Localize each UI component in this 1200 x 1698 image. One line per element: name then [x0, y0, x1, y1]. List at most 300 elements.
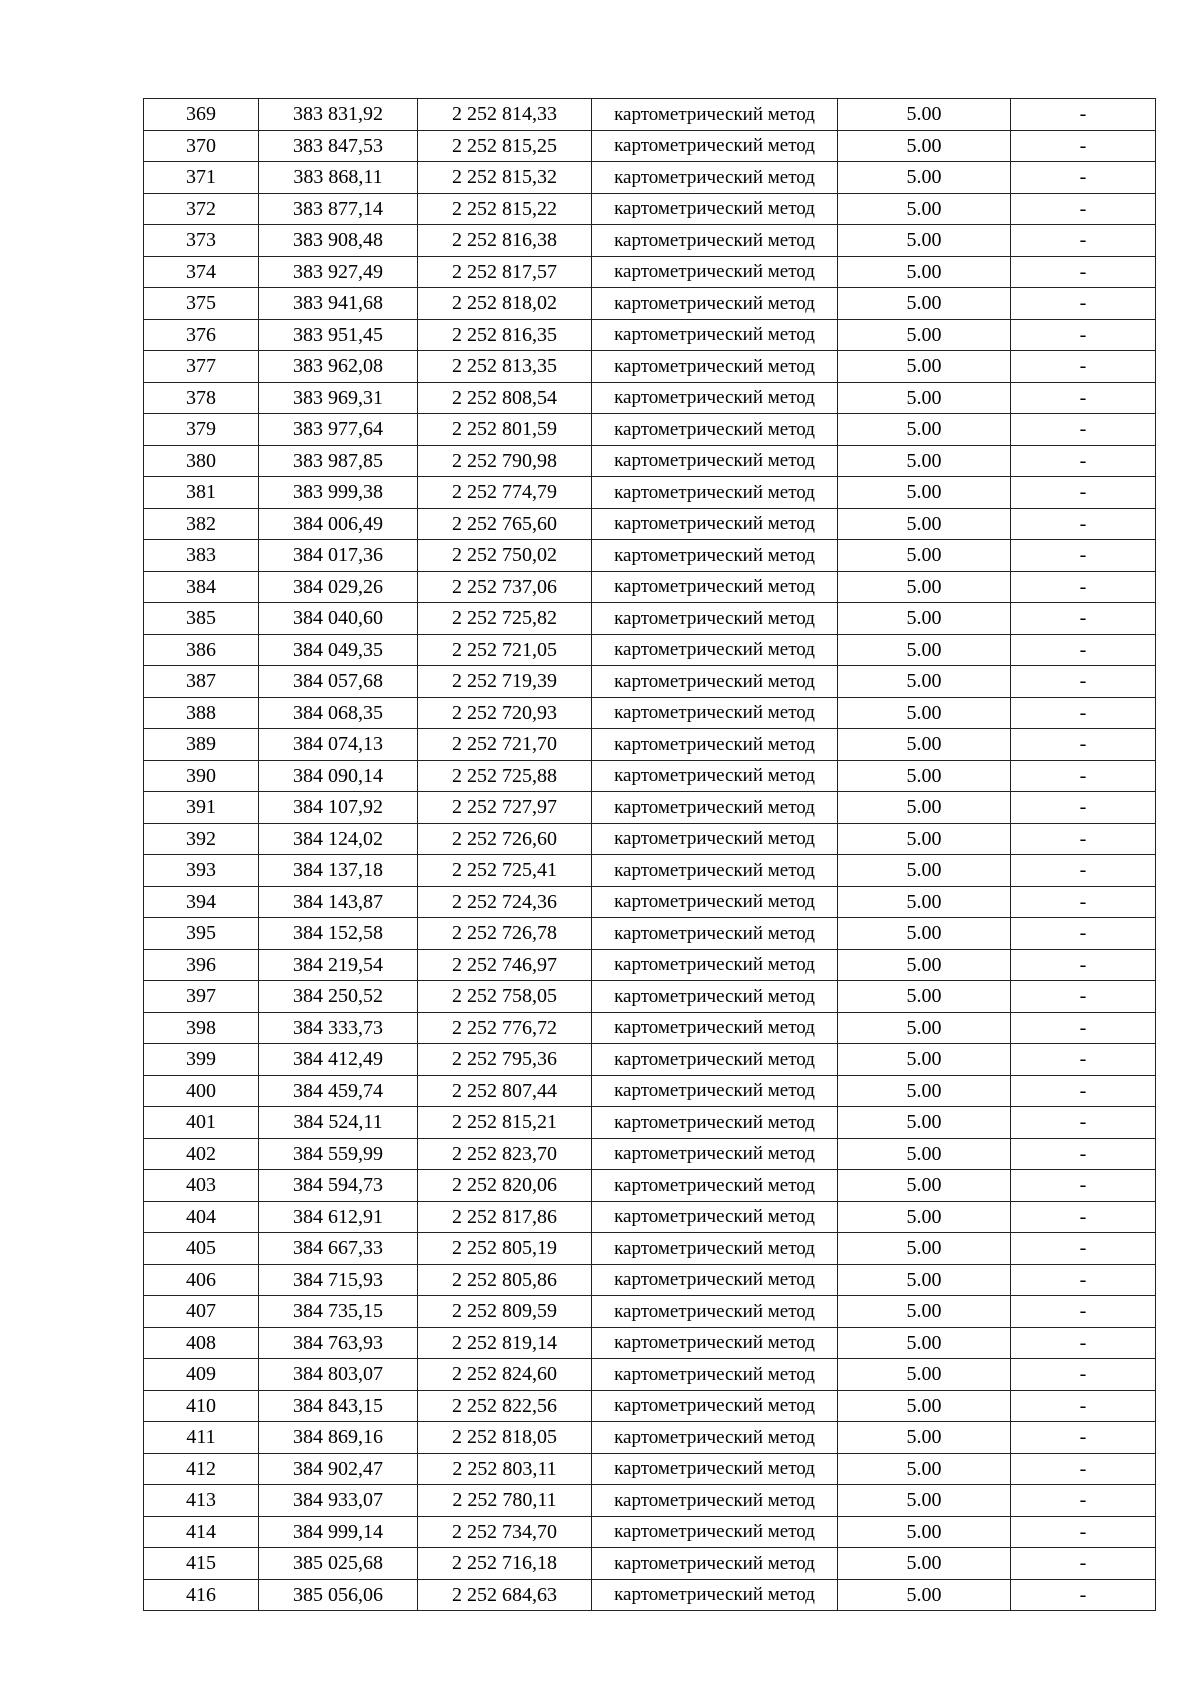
y-coordinate-cell: 2 252 823,70	[418, 1138, 592, 1170]
y-coordinate-cell: 2 252 719,39	[418, 666, 592, 698]
point-number-cell: 370	[144, 130, 259, 162]
description-cell: -	[1011, 1422, 1156, 1454]
method-cell: картометрический метод	[592, 1138, 838, 1170]
table-row	[144, 193, 1156, 225]
accuracy-cell: 5.00	[838, 351, 1011, 383]
y-coordinate-cell: 2 252 813,35	[418, 351, 592, 383]
table-row	[144, 445, 1156, 477]
table-row	[144, 225, 1156, 257]
description-cell: -	[1011, 382, 1156, 414]
accuracy-cell: 5.00	[838, 1138, 1011, 1170]
description-cell: -	[1011, 1264, 1156, 1296]
table-row	[144, 981, 1156, 1013]
description-cell: -	[1011, 1390, 1156, 1422]
table-row	[144, 1264, 1156, 1296]
point-number-cell: 388	[144, 697, 259, 729]
point-number-cell: 401	[144, 1107, 259, 1139]
y-coordinate-cell: 2 252 807,44	[418, 1075, 592, 1107]
method-cell: картометрический метод	[592, 603, 838, 635]
x-coordinate-cell: 384 803,07	[259, 1359, 418, 1391]
description-cell: -	[1011, 477, 1156, 509]
x-coordinate-cell: 384 763,93	[259, 1327, 418, 1359]
description-cell: -	[1011, 414, 1156, 446]
accuracy-cell: 5.00	[838, 1548, 1011, 1580]
method-cell: картометрический метод	[592, 508, 838, 540]
description-cell: -	[1011, 1485, 1156, 1517]
description-cell: -	[1011, 1579, 1156, 1611]
point-number-cell: 408	[144, 1327, 259, 1359]
accuracy-cell: 5.00	[838, 1390, 1011, 1422]
table-row	[144, 792, 1156, 824]
point-number-cell: 386	[144, 634, 259, 666]
x-coordinate-cell: 384 057,68	[259, 666, 418, 698]
table-row	[144, 697, 1156, 729]
method-cell: картометрический метод	[592, 1327, 838, 1359]
method-cell: картометрический метод	[592, 288, 838, 320]
description-cell: -	[1011, 288, 1156, 320]
coordinates-table	[143, 98, 1156, 1611]
accuracy-cell: 5.00	[838, 634, 1011, 666]
table-row	[144, 1579, 1156, 1611]
description-cell: -	[1011, 1170, 1156, 1202]
point-number-cell: 384	[144, 571, 259, 603]
method-cell: картометрический метод	[592, 256, 838, 288]
y-coordinate-cell: 2 252 817,86	[418, 1201, 592, 1233]
x-coordinate-cell: 383 908,48	[259, 225, 418, 257]
table-row	[144, 1138, 1156, 1170]
y-coordinate-cell: 2 252 824,60	[418, 1359, 592, 1391]
accuracy-cell: 5.00	[838, 1075, 1011, 1107]
x-coordinate-cell: 384 090,14	[259, 760, 418, 792]
y-coordinate-cell: 2 252 737,06	[418, 571, 592, 603]
accuracy-cell: 5.00	[838, 414, 1011, 446]
x-coordinate-cell: 384 049,35	[259, 634, 418, 666]
x-coordinate-cell: 383 962,08	[259, 351, 418, 383]
y-coordinate-cell: 2 252 776,72	[418, 1012, 592, 1044]
x-coordinate-cell: 384 137,18	[259, 855, 418, 887]
table-row	[144, 1516, 1156, 1548]
y-coordinate-cell: 2 252 815,21	[418, 1107, 592, 1139]
method-cell: картометрический метод	[592, 792, 838, 824]
table-row	[144, 666, 1156, 698]
y-coordinate-cell: 2 252 809,59	[418, 1296, 592, 1328]
x-coordinate-cell: 384 715,93	[259, 1264, 418, 1296]
description-cell: -	[1011, 130, 1156, 162]
method-cell: картометрический метод	[592, 1170, 838, 1202]
method-cell: картометрический метод	[592, 760, 838, 792]
accuracy-cell: 5.00	[838, 918, 1011, 950]
y-coordinate-cell: 2 252 803,11	[418, 1453, 592, 1485]
method-cell: картометрический метод	[592, 382, 838, 414]
table-row	[144, 351, 1156, 383]
point-number-cell: 378	[144, 382, 259, 414]
y-coordinate-cell: 2 252 805,19	[418, 1233, 592, 1265]
accuracy-cell: 5.00	[838, 1264, 1011, 1296]
method-cell: картометрический метод	[592, 1296, 838, 1328]
point-number-cell: 382	[144, 508, 259, 540]
x-coordinate-cell: 384 143,87	[259, 886, 418, 918]
method-cell: картометрический метод	[592, 540, 838, 572]
accuracy-cell: 5.00	[838, 1107, 1011, 1139]
table-row	[144, 949, 1156, 981]
point-number-cell: 402	[144, 1138, 259, 1170]
accuracy-cell: 5.00	[838, 130, 1011, 162]
x-coordinate-cell: 384 612,91	[259, 1201, 418, 1233]
description-cell: -	[1011, 1138, 1156, 1170]
accuracy-cell: 5.00	[838, 225, 1011, 257]
table-row	[144, 1075, 1156, 1107]
method-cell: картометрический метод	[592, 1485, 838, 1517]
point-number-cell: 398	[144, 1012, 259, 1044]
description-cell: -	[1011, 1044, 1156, 1076]
description-cell: -	[1011, 99, 1156, 131]
point-number-cell: 374	[144, 256, 259, 288]
point-number-cell: 414	[144, 1516, 259, 1548]
x-coordinate-cell: 384 459,74	[259, 1075, 418, 1107]
accuracy-cell: 5.00	[838, 666, 1011, 698]
table-row	[144, 1327, 1156, 1359]
accuracy-cell: 5.00	[838, 162, 1011, 194]
accuracy-cell: 5.00	[838, 99, 1011, 131]
description-cell: -	[1011, 1075, 1156, 1107]
table-row	[144, 1201, 1156, 1233]
y-coordinate-cell: 2 252 721,70	[418, 729, 592, 761]
y-coordinate-cell: 2 252 808,54	[418, 382, 592, 414]
x-coordinate-cell: 384 219,54	[259, 949, 418, 981]
accuracy-cell: 5.00	[838, 697, 1011, 729]
method-cell: картометрический метод	[592, 1579, 838, 1611]
description-cell: -	[1011, 792, 1156, 824]
method-cell: картометрический метод	[592, 918, 838, 950]
point-number-cell: 410	[144, 1390, 259, 1422]
method-cell: картометрический метод	[592, 1548, 838, 1580]
table-row	[144, 1044, 1156, 1076]
description-cell: -	[1011, 760, 1156, 792]
table-row	[144, 382, 1156, 414]
y-coordinate-cell: 2 252 725,82	[418, 603, 592, 635]
table-row	[144, 886, 1156, 918]
method-cell: картометрический метод	[592, 99, 838, 131]
table-row	[144, 477, 1156, 509]
description-cell: -	[1011, 729, 1156, 761]
x-coordinate-cell: 384 074,13	[259, 729, 418, 761]
point-number-cell: 385	[144, 603, 259, 635]
method-cell: картометрический метод	[592, 1233, 838, 1265]
table-row	[144, 1453, 1156, 1485]
x-coordinate-cell: 383 877,14	[259, 193, 418, 225]
y-coordinate-cell: 2 252 780,11	[418, 1485, 592, 1517]
table-row	[144, 918, 1156, 950]
point-number-cell: 409	[144, 1359, 259, 1391]
description-cell: -	[1011, 445, 1156, 477]
method-cell: картометрический метод	[592, 225, 838, 257]
method-cell: картометрический метод	[592, 981, 838, 1013]
y-coordinate-cell: 2 252 750,02	[418, 540, 592, 572]
accuracy-cell: 5.00	[838, 1044, 1011, 1076]
y-coordinate-cell: 2 252 801,59	[418, 414, 592, 446]
y-coordinate-cell: 2 252 765,60	[418, 508, 592, 540]
method-cell: картометрический метод	[592, 351, 838, 383]
method-cell: картометрический метод	[592, 414, 838, 446]
x-coordinate-cell: 384 006,49	[259, 508, 418, 540]
method-cell: картометрический метод	[592, 886, 838, 918]
point-number-cell: 375	[144, 288, 259, 320]
method-cell: картометрический метод	[592, 571, 838, 603]
accuracy-cell: 5.00	[838, 855, 1011, 887]
y-coordinate-cell: 2 252 795,36	[418, 1044, 592, 1076]
method-cell: картометрический метод	[592, 193, 838, 225]
x-coordinate-cell: 384 040,60	[259, 603, 418, 635]
accuracy-cell: 5.00	[838, 1170, 1011, 1202]
x-coordinate-cell: 385 056,06	[259, 1579, 418, 1611]
description-cell: -	[1011, 981, 1156, 1013]
y-coordinate-cell: 2 252 790,98	[418, 445, 592, 477]
method-cell: картометрический метод	[592, 666, 838, 698]
description-cell: -	[1011, 162, 1156, 194]
point-number-cell: 383	[144, 540, 259, 572]
x-coordinate-cell: 383 977,64	[259, 414, 418, 446]
y-coordinate-cell: 2 252 726,60	[418, 823, 592, 855]
description-cell: -	[1011, 1327, 1156, 1359]
accuracy-cell: 5.00	[838, 1422, 1011, 1454]
point-number-cell: 415	[144, 1548, 259, 1580]
table-row	[144, 855, 1156, 887]
table-row	[144, 571, 1156, 603]
x-coordinate-cell: 384 029,26	[259, 571, 418, 603]
description-cell: -	[1011, 949, 1156, 981]
y-coordinate-cell: 2 252 816,38	[418, 225, 592, 257]
y-coordinate-cell: 2 252 726,78	[418, 918, 592, 950]
point-number-cell: 372	[144, 193, 259, 225]
accuracy-cell: 5.00	[838, 382, 1011, 414]
accuracy-cell: 5.00	[838, 886, 1011, 918]
method-cell: картометрический метод	[592, 634, 838, 666]
x-coordinate-cell: 384 152,58	[259, 918, 418, 950]
table-row	[144, 1296, 1156, 1328]
point-number-cell: 369	[144, 99, 259, 131]
method-cell: картометрический метод	[592, 823, 838, 855]
accuracy-cell: 5.00	[838, 760, 1011, 792]
y-coordinate-cell: 2 252 727,97	[418, 792, 592, 824]
accuracy-cell: 5.00	[838, 508, 1011, 540]
y-coordinate-cell: 2 252 816,35	[418, 319, 592, 351]
accuracy-cell: 5.00	[838, 1516, 1011, 1548]
x-coordinate-cell: 384 333,73	[259, 1012, 418, 1044]
y-coordinate-cell: 2 252 815,22	[418, 193, 592, 225]
x-coordinate-cell: 384 843,15	[259, 1390, 418, 1422]
table-row	[144, 99, 1156, 131]
x-coordinate-cell: 383 831,92	[259, 99, 418, 131]
point-number-cell: 380	[144, 445, 259, 477]
accuracy-cell: 5.00	[838, 981, 1011, 1013]
point-number-cell: 379	[144, 414, 259, 446]
accuracy-cell: 5.00	[838, 1579, 1011, 1611]
x-coordinate-cell: 384 524,11	[259, 1107, 418, 1139]
point-number-cell: 395	[144, 918, 259, 950]
accuracy-cell: 5.00	[838, 319, 1011, 351]
accuracy-cell: 5.00	[838, 1233, 1011, 1265]
description-cell: -	[1011, 918, 1156, 950]
y-coordinate-cell: 2 252 822,56	[418, 1390, 592, 1422]
method-cell: картометрический метод	[592, 1359, 838, 1391]
x-coordinate-cell: 384 017,36	[259, 540, 418, 572]
point-number-cell: 396	[144, 949, 259, 981]
description-cell: -	[1011, 571, 1156, 603]
point-number-cell: 404	[144, 1201, 259, 1233]
accuracy-cell: 5.00	[838, 1453, 1011, 1485]
description-cell: -	[1011, 855, 1156, 887]
description-cell: -	[1011, 351, 1156, 383]
description-cell: -	[1011, 193, 1156, 225]
point-number-cell: 387	[144, 666, 259, 698]
x-coordinate-cell: 384 412,49	[259, 1044, 418, 1076]
y-coordinate-cell: 2 252 819,14	[418, 1327, 592, 1359]
point-number-cell: 393	[144, 855, 259, 887]
method-cell: картометрический метод	[592, 162, 838, 194]
table-row	[144, 1359, 1156, 1391]
description-cell: -	[1011, 1359, 1156, 1391]
method-cell: картометрический метод	[592, 855, 838, 887]
accuracy-cell: 5.00	[838, 193, 1011, 225]
x-coordinate-cell: 384 594,73	[259, 1170, 418, 1202]
x-coordinate-cell: 383 999,38	[259, 477, 418, 509]
x-coordinate-cell: 384 667,33	[259, 1233, 418, 1265]
table-row	[144, 1107, 1156, 1139]
x-coordinate-cell: 383 847,53	[259, 130, 418, 162]
y-coordinate-cell: 2 252 774,79	[418, 477, 592, 509]
y-coordinate-cell: 2 252 684,63	[418, 1579, 592, 1611]
method-cell: картометрический метод	[592, 1453, 838, 1485]
method-cell: картометрический метод	[592, 130, 838, 162]
table-row	[144, 760, 1156, 792]
point-number-cell: 412	[144, 1453, 259, 1485]
description-cell: -	[1011, 1201, 1156, 1233]
coordinates-table-body	[144, 99, 1156, 1611]
x-coordinate-cell: 385 025,68	[259, 1548, 418, 1580]
accuracy-cell: 5.00	[838, 1201, 1011, 1233]
x-coordinate-cell: 383 868,11	[259, 162, 418, 194]
method-cell: картометрический метод	[592, 949, 838, 981]
accuracy-cell: 5.00	[838, 256, 1011, 288]
y-coordinate-cell: 2 252 720,93	[418, 697, 592, 729]
y-coordinate-cell: 2 252 817,57	[418, 256, 592, 288]
accuracy-cell: 5.00	[838, 729, 1011, 761]
accuracy-cell: 5.00	[838, 1359, 1011, 1391]
point-number-cell: 405	[144, 1233, 259, 1265]
y-coordinate-cell: 2 252 818,05	[418, 1422, 592, 1454]
y-coordinate-cell: 2 252 818,02	[418, 288, 592, 320]
method-cell: картометрический метод	[592, 1516, 838, 1548]
table-row	[144, 1390, 1156, 1422]
y-coordinate-cell: 2 252 725,88	[418, 760, 592, 792]
description-cell: -	[1011, 603, 1156, 635]
method-cell: картометрический метод	[592, 1107, 838, 1139]
table-row	[144, 634, 1156, 666]
accuracy-cell: 5.00	[838, 1296, 1011, 1328]
description-cell: -	[1011, 225, 1156, 257]
y-coordinate-cell: 2 252 746,97	[418, 949, 592, 981]
x-coordinate-cell: 384 107,92	[259, 792, 418, 824]
y-coordinate-cell: 2 252 724,36	[418, 886, 592, 918]
description-cell: -	[1011, 540, 1156, 572]
description-cell: -	[1011, 1107, 1156, 1139]
method-cell: картометрический метод	[592, 1422, 838, 1454]
table-row	[144, 508, 1156, 540]
accuracy-cell: 5.00	[838, 445, 1011, 477]
accuracy-cell: 5.00	[838, 477, 1011, 509]
x-coordinate-cell: 384 933,07	[259, 1485, 418, 1517]
table-row	[144, 540, 1156, 572]
y-coordinate-cell: 2 252 721,05	[418, 634, 592, 666]
y-coordinate-cell: 2 252 814,33	[418, 99, 592, 131]
table-row	[144, 414, 1156, 446]
point-number-cell: 392	[144, 823, 259, 855]
x-coordinate-cell: 383 927,49	[259, 256, 418, 288]
point-number-cell: 394	[144, 886, 259, 918]
point-number-cell: 376	[144, 319, 259, 351]
method-cell: картометрический метод	[592, 697, 838, 729]
x-coordinate-cell: 384 068,35	[259, 697, 418, 729]
x-coordinate-cell: 384 250,52	[259, 981, 418, 1013]
y-coordinate-cell: 2 252 716,18	[418, 1548, 592, 1580]
description-cell: -	[1011, 823, 1156, 855]
y-coordinate-cell: 2 252 815,32	[418, 162, 592, 194]
x-coordinate-cell: 383 941,68	[259, 288, 418, 320]
table-row	[144, 1233, 1156, 1265]
point-number-cell: 371	[144, 162, 259, 194]
x-coordinate-cell: 383 951,45	[259, 319, 418, 351]
x-coordinate-cell: 384 902,47	[259, 1453, 418, 1485]
accuracy-cell: 5.00	[838, 1327, 1011, 1359]
point-number-cell: 381	[144, 477, 259, 509]
description-cell: -	[1011, 1012, 1156, 1044]
point-number-cell: 403	[144, 1170, 259, 1202]
accuracy-cell: 5.00	[838, 288, 1011, 320]
description-cell: -	[1011, 508, 1156, 540]
table-row	[144, 729, 1156, 761]
table-row	[144, 319, 1156, 351]
description-cell: -	[1011, 1453, 1156, 1485]
y-coordinate-cell: 2 252 758,05	[418, 981, 592, 1013]
description-cell: -	[1011, 319, 1156, 351]
table-row	[144, 288, 1156, 320]
table-row	[144, 130, 1156, 162]
point-number-cell: 407	[144, 1296, 259, 1328]
y-coordinate-cell: 2 252 820,06	[418, 1170, 592, 1202]
description-cell: -	[1011, 1233, 1156, 1265]
method-cell: картометрический метод	[592, 477, 838, 509]
y-coordinate-cell: 2 252 805,86	[418, 1264, 592, 1296]
accuracy-cell: 5.00	[838, 1012, 1011, 1044]
description-cell: -	[1011, 256, 1156, 288]
accuracy-cell: 5.00	[838, 571, 1011, 603]
method-cell: картометрический метод	[592, 1390, 838, 1422]
table-row	[144, 1012, 1156, 1044]
table-row	[144, 1548, 1156, 1580]
method-cell: картометрический метод	[592, 1044, 838, 1076]
description-cell: -	[1011, 666, 1156, 698]
accuracy-cell: 5.00	[838, 792, 1011, 824]
method-cell: картометрический метод	[592, 1264, 838, 1296]
table-row	[144, 256, 1156, 288]
method-cell: картометрический метод	[592, 729, 838, 761]
method-cell: картометрический метод	[592, 1012, 838, 1044]
point-number-cell: 399	[144, 1044, 259, 1076]
description-cell: -	[1011, 634, 1156, 666]
point-number-cell: 373	[144, 225, 259, 257]
x-coordinate-cell: 384 559,99	[259, 1138, 418, 1170]
point-number-cell: 416	[144, 1579, 259, 1611]
